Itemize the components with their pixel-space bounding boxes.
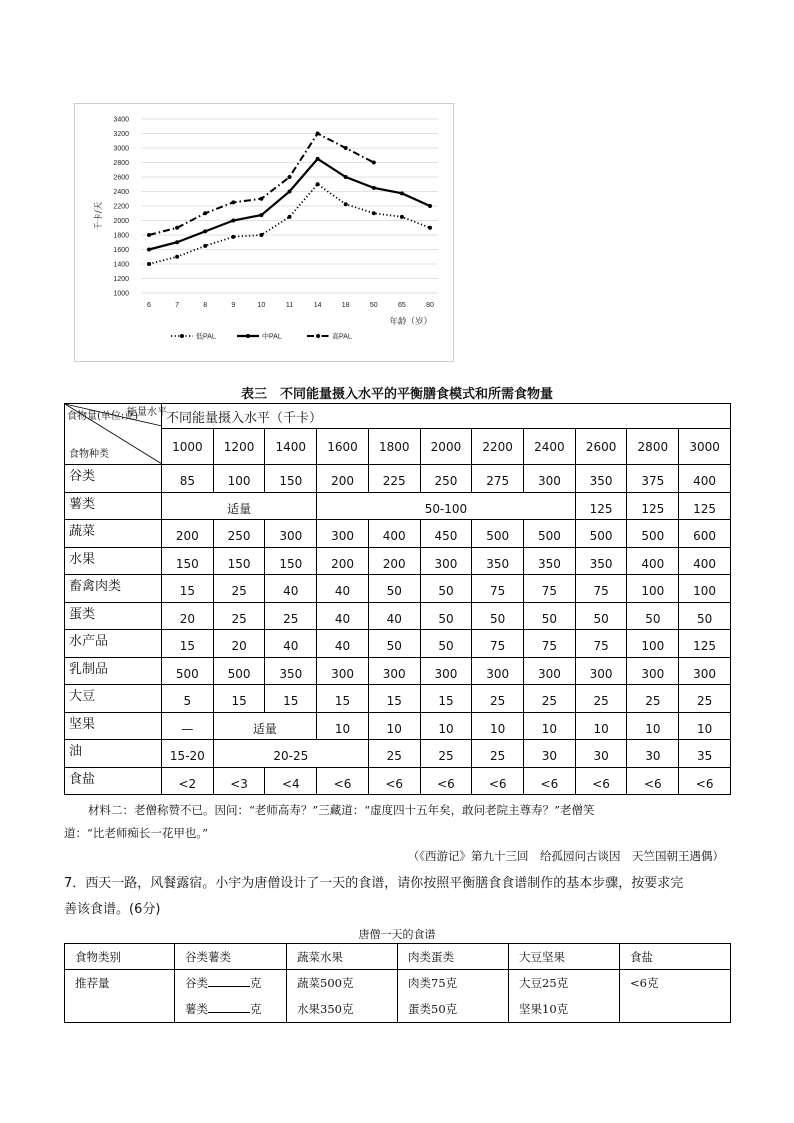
menu-header-cell: 食物类别 [65, 944, 175, 970]
y-tick-label: 3400 [113, 116, 129, 124]
material-line-2: 道：“比老师痴长一花甲也。” [64, 826, 209, 840]
amount-cell: 125 [627, 492, 679, 520]
amount-cell: 300 [265, 520, 317, 548]
x-tick-label: 14 [313, 302, 322, 309]
amount-cell: 200 [317, 547, 369, 575]
y-tick-label: 1000 [113, 290, 129, 298]
amount-cell: 10 [627, 712, 679, 740]
food-row [65, 712, 731, 740]
x-tick-label: 11 [285, 302, 294, 309]
data-point [259, 213, 263, 217]
amount-cell: 适量 [162, 492, 317, 520]
data-point [231, 200, 235, 204]
data-point [372, 161, 376, 165]
table3-header-row [65, 404, 731, 429]
amount-cell: <6 [472, 767, 524, 795]
amount-cell: 10 [524, 712, 576, 740]
amount-cell: <6 [420, 767, 472, 795]
menu-header-cell: 肉类蛋类 [398, 944, 509, 970]
food-row [65, 657, 731, 685]
y-tick-label: 3200 [113, 131, 129, 138]
energy-header: 不同能量摄入水平（千卡） [162, 404, 731, 429]
data-point [428, 226, 432, 230]
egg-amount: 蛋类50克 [408, 1002, 458, 1016]
amount-cell: 50 [420, 630, 472, 658]
y-tick-label: 2400 [113, 189, 129, 196]
x-tick-label: 18 [341, 302, 350, 309]
food-row [65, 630, 731, 658]
menu-title: 唐僧一天的食谱 [358, 928, 436, 941]
y-tick-label: 2600 [113, 174, 129, 182]
menu-data-row [65, 970, 731, 1023]
amount-cell: 250 [213, 520, 265, 548]
table3-title: 表三 不同能量摄入水平的平衡膳食模式和所需食物量 [240, 387, 553, 402]
data-point [259, 197, 263, 201]
amount-cell: 15 [213, 685, 265, 713]
amount-cell: 300 [368, 657, 420, 685]
legend-label: 低PAL [196, 333, 216, 341]
amount-cell: 40 [317, 630, 369, 658]
amount-cell: 300 [524, 657, 576, 685]
amount-cell: 350 [575, 547, 627, 575]
amount-cell: 225 [368, 465, 420, 493]
food-row [65, 575, 731, 603]
series-line [149, 134, 374, 236]
table3-corner [65, 404, 167, 465]
data-point [175, 255, 179, 259]
energy-chart [74, 103, 454, 362]
amount-cell: 10 [420, 712, 472, 740]
nut-amount: 坚果10克 [519, 1002, 569, 1016]
amount-cell: 300 [679, 657, 731, 685]
amount-cell: 15 [162, 575, 214, 603]
amount-cell: 400 [627, 547, 679, 575]
amount-cell: 15 [420, 685, 472, 713]
grain-label: 谷类 [185, 976, 208, 990]
amount-cell: 350 [472, 547, 524, 575]
data-point [147, 248, 151, 252]
amount-cell: 400 [679, 465, 731, 493]
amount-cell: 125 [679, 630, 731, 658]
energy-level-cell: 1600 [317, 429, 369, 465]
amount-cell: 100 [679, 575, 731, 603]
data-point [175, 240, 179, 244]
amount-cell: 450 [420, 520, 472, 548]
amount-cell: 500 [575, 520, 627, 548]
food-name-cell: 蔬菜 [65, 520, 162, 548]
legend-label: 高PAL [332, 333, 352, 341]
menu-row-label: 推荐量 [75, 976, 110, 990]
data-point [400, 191, 404, 195]
amount-cell: <3 [213, 767, 265, 795]
energy-level-cell: 2200 [472, 429, 524, 465]
amount-cell: <6 [368, 767, 420, 795]
food-name-cell: 油 [65, 740, 162, 768]
energy-line-chart [75, 104, 453, 361]
amount-cell: 500 [472, 520, 524, 548]
food-name-cell: 水果 [65, 547, 162, 575]
amount-cell: 25 [420, 740, 472, 768]
food-name-cell: 食盐 [65, 767, 162, 795]
amount-cell: 50 [420, 602, 472, 630]
material-source: （《西游记》第九十三回 给孤园问古谈因 天竺国朝王遇偶） [407, 849, 724, 863]
data-point [175, 226, 179, 230]
y-tick-label: 3000 [113, 145, 129, 153]
amount-cell: 50 [368, 630, 420, 658]
amount-cell: 75 [472, 575, 524, 603]
y-tick-label: 1600 [113, 247, 129, 254]
food-row [65, 547, 731, 575]
amount-cell: 10 [317, 712, 369, 740]
amount-cell: 275 [472, 465, 524, 493]
amount-cell: 150 [162, 547, 214, 575]
x-tick-label: 10 [257, 302, 266, 309]
amount-cell: 40 [317, 602, 369, 630]
amount-cell: 100 [627, 575, 679, 603]
amount-cell: 25 [213, 575, 265, 603]
data-point [203, 229, 207, 233]
y-tick-label: 2800 [113, 160, 129, 167]
x-tick-label: 65 [398, 302, 406, 309]
amount-cell: 400 [679, 547, 731, 575]
data-point [344, 202, 348, 206]
material-text [64, 797, 734, 846]
data-point [344, 175, 348, 179]
question-7-line-2: 善该食谱。(6分) [64, 902, 161, 917]
veg-amount: 蔬菜500克 [297, 976, 354, 990]
data-point [231, 219, 235, 223]
amount-cell: 85 [162, 465, 214, 493]
corner-amount-label: 食物量(单位:克) [67, 411, 139, 422]
corner-energy-label: 能量水平 [127, 407, 167, 418]
amount-cell: 100 [627, 630, 679, 658]
amount-cell: 75 [575, 630, 627, 658]
data-point [259, 233, 263, 237]
fruit-amount: 水果350克 [297, 1002, 354, 1016]
amount-cell: 300 [575, 657, 627, 685]
amount-cell: 40 [317, 575, 369, 603]
meat-amount: 肉类75克 [408, 976, 458, 990]
amount-cell: 10 [368, 712, 420, 740]
amount-cell: 40 [265, 630, 317, 658]
amount-cell: 15 [317, 685, 369, 713]
tuber-blank[interactable] [208, 1000, 250, 1013]
y-tick-label: 1200 [113, 276, 129, 283]
amount-cell: 20 [162, 602, 214, 630]
y-tick-label: 2000 [113, 218, 129, 225]
amount-cell: 25 [575, 685, 627, 713]
x-axis-label: 年龄（岁） [389, 317, 432, 327]
amount-cell: 300 [317, 657, 369, 685]
data-point [344, 146, 348, 150]
amount-cell: 30 [575, 740, 627, 768]
amount-cell: 50 [524, 602, 576, 630]
energy-level-cell: 2000 [420, 429, 472, 465]
data-point [288, 215, 292, 219]
data-point [147, 262, 151, 266]
question-7 [64, 871, 734, 923]
amount-cell: 300 [627, 657, 679, 685]
legend-marker [180, 334, 184, 338]
amount-cell: 150 [213, 547, 265, 575]
food-row [65, 740, 731, 768]
amount-cell: 25 [679, 685, 731, 713]
energy-level-cell: 3000 [679, 429, 731, 465]
x-tick-label: 50 [369, 302, 378, 309]
amount-cell: 400 [368, 520, 420, 548]
food-name-cell: 薯类 [65, 492, 162, 520]
food-name-cell: 坚果 [65, 712, 162, 740]
amount-cell: <6 [524, 767, 576, 795]
energy-level-cell: 2400 [524, 429, 576, 465]
tuber-label: 薯类 [185, 1002, 208, 1016]
menu-table [64, 943, 731, 1023]
x-tick-label: 7 [175, 302, 180, 309]
amount-cell: 200 [317, 465, 369, 493]
amount-cell: 250 [420, 465, 472, 493]
food-name-cell: 水产品 [65, 630, 162, 658]
amount-cell: 50 [627, 602, 679, 630]
amount-cell: 75 [524, 575, 576, 603]
food-row [65, 685, 731, 713]
amount-cell: 20 [213, 630, 265, 658]
amount-cell: 125 [575, 492, 627, 520]
amount-cell: 350 [265, 657, 317, 685]
amount-cell: 40 [265, 575, 317, 603]
food-row [65, 767, 731, 795]
question-7-line-1: 7．西天一路，风餐露宿。小宇为唐僧设计了一天的食谱，请你按照平衡膳食食谱制作的基本步骤，按要求完 [64, 876, 684, 891]
amount-cell: 15 [162, 630, 214, 658]
amount-cell: 350 [575, 465, 627, 493]
energy-level-cell: 1200 [213, 429, 265, 465]
series-line [149, 159, 430, 250]
data-point [372, 186, 376, 190]
amount-cell: 10 [472, 712, 524, 740]
food-name-cell: 谷类 [65, 465, 162, 493]
energy-level-cell: 1400 [265, 429, 317, 465]
data-point [231, 235, 235, 239]
data-point [288, 175, 292, 179]
data-point [316, 182, 320, 186]
energy-level-cell: 2800 [627, 429, 679, 465]
amount-cell: 500 [162, 657, 214, 685]
amount-cell: 50-100 [317, 492, 576, 520]
amount-cell: 75 [524, 630, 576, 658]
amount-cell: 15 [368, 685, 420, 713]
amount-cell: 600 [679, 520, 731, 548]
data-point [288, 190, 292, 194]
amount-cell: 50 [575, 602, 627, 630]
amount-cell: 300 [420, 547, 472, 575]
amount-cell: 300 [524, 465, 576, 493]
amount-cell: 350 [524, 547, 576, 575]
legend-marker [316, 334, 320, 338]
food-row [65, 465, 731, 493]
corner-food-label: 食物种类 [69, 449, 109, 460]
food-name-cell: 大豆 [65, 685, 162, 713]
food-name-cell: 畜禽肉类 [65, 575, 162, 603]
food-name-cell: 乳制品 [65, 657, 162, 685]
data-point [316, 132, 320, 136]
x-tick-label: 8 [203, 302, 208, 309]
amount-cell: <6 [575, 767, 627, 795]
x-tick-label: 80 [426, 302, 434, 309]
amount-cell: 375 [627, 465, 679, 493]
energy-level-cell: 1000 [162, 429, 214, 465]
legend-marker [246, 334, 250, 338]
amount-cell: 150 [265, 547, 317, 575]
x-tick-label: 9 [231, 302, 236, 309]
amount-cell: 25 [265, 602, 317, 630]
amount-cell: 125 [679, 492, 731, 520]
data-point [147, 233, 151, 237]
amount-cell: 25 [627, 685, 679, 713]
y-axis-label: 千卡/天 [94, 201, 104, 231]
amount-cell: <4 [265, 767, 317, 795]
data-point [372, 211, 376, 215]
menu-header-row [65, 944, 731, 970]
data-point [203, 211, 207, 215]
grain-blank[interactable] [208, 974, 250, 987]
amount-cell: 25 [524, 685, 576, 713]
amount-cell: 10 [679, 712, 731, 740]
amount-cell: 75 [472, 630, 524, 658]
amount-cell: 200 [368, 547, 420, 575]
amount-cell: 50 [472, 602, 524, 630]
amount-cell: <2 [162, 767, 214, 795]
amount-cell: 50 [679, 602, 731, 630]
menu-header-cell: 谷类薯类 [175, 944, 287, 970]
tuber-unit: 克 [250, 1002, 262, 1016]
menu-header-cell: 蔬菜水果 [287, 944, 398, 970]
material-line-1: 材料二：老僧称赞不已。因问：“老师高寿？”三藏道：“虚度四十五年矣，敢问老院主尊寿？”老僧笑 [88, 803, 595, 817]
amount-cell: 300 [317, 520, 369, 548]
y-tick-label: 1400 [113, 261, 129, 269]
amount-cell: 300 [472, 657, 524, 685]
amount-cell: 15 [265, 685, 317, 713]
amount-cell: 40 [368, 602, 420, 630]
amount-cell: 5 [162, 685, 214, 713]
amount-cell: 150 [265, 465, 317, 493]
amount-cell: 500 [627, 520, 679, 548]
food-name-cell: 蛋类 [65, 602, 162, 630]
menu-header-cell: 大豆坚果 [509, 944, 620, 970]
nutrition-table [64, 403, 731, 795]
salt-amount: <6克 [630, 976, 659, 990]
amount-cell: 200 [162, 520, 214, 548]
y-tick-label: 1800 [113, 232, 129, 240]
y-tick-label: 2200 [113, 203, 129, 211]
amount-cell: 25 [472, 740, 524, 768]
food-row [65, 602, 731, 630]
amount-cell: 50 [420, 575, 472, 603]
data-point [428, 204, 432, 208]
amount-cell: 30 [627, 740, 679, 768]
menu-header-cell: 食盐 [620, 944, 731, 970]
food-row [65, 520, 731, 548]
energy-level-cell: 1800 [368, 429, 420, 465]
series-line [149, 184, 430, 264]
amount-cell: — [162, 712, 214, 740]
energy-levels-row [65, 429, 731, 465]
amount-cell: 适量 [213, 712, 316, 740]
soy-amount: 大豆25克 [519, 976, 569, 990]
amount-cell: 75 [575, 575, 627, 603]
data-point [316, 157, 320, 161]
amount-cell: 300 [420, 657, 472, 685]
amount-cell: 100 [213, 465, 265, 493]
amount-cell: 15-20 [162, 740, 214, 768]
grain-unit: 克 [250, 976, 262, 990]
amount-cell: 10 [575, 712, 627, 740]
legend-label: 中PAL [262, 333, 282, 341]
amount-cell: <6 [317, 767, 369, 795]
data-point [203, 244, 207, 248]
amount-cell: 25 [213, 602, 265, 630]
food-row [65, 492, 731, 520]
amount-cell: 30 [524, 740, 576, 768]
amount-cell: 20-25 [213, 740, 368, 768]
amount-cell: <6 [627, 767, 679, 795]
amount-cell: 500 [213, 657, 265, 685]
amount-cell: 25 [472, 685, 524, 713]
amount-cell: 35 [679, 740, 731, 768]
amount-cell: 500 [524, 520, 576, 548]
x-tick-label: 6 [147, 302, 151, 309]
energy-level-cell: 2600 [575, 429, 627, 465]
amount-cell: <6 [679, 767, 731, 795]
data-point [400, 215, 404, 219]
amount-cell: 25 [368, 740, 420, 768]
amount-cell: 50 [368, 575, 420, 603]
